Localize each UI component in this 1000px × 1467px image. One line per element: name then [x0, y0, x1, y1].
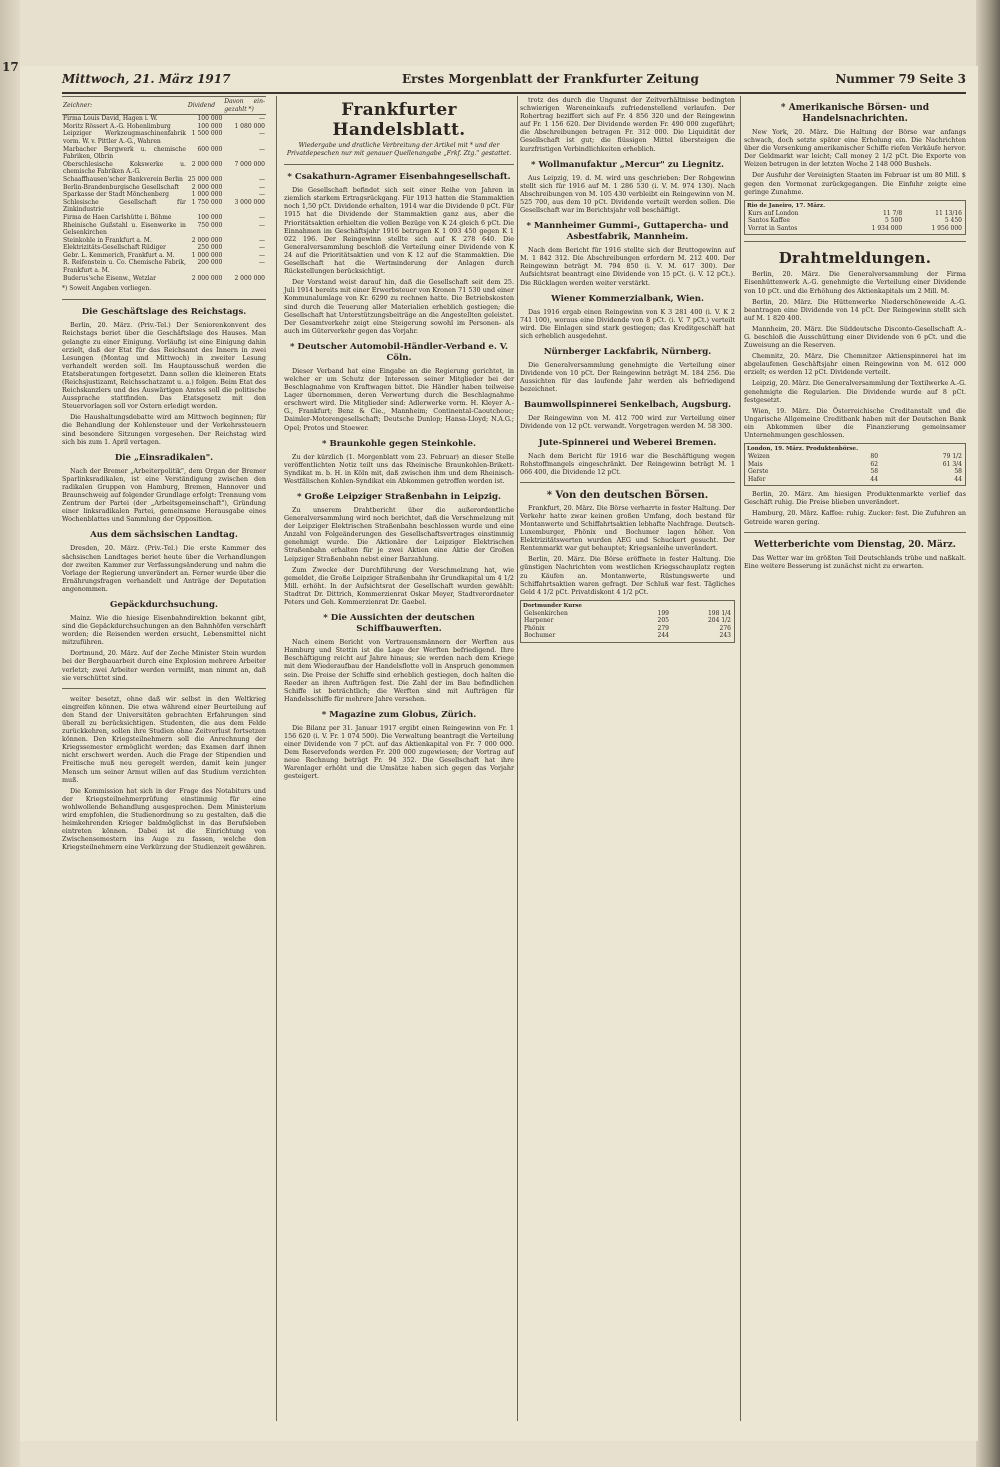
table-cell: Leipziger Werkzeugmaschinenfabrik vorm. W. v. Pittler A.-G., Wahren: [63, 130, 186, 145]
article-paragraph: Berlin, 20. März. (Priv.-Tel.) Der Seniorenkonvent des Reichstags beriet über die Geschäftslage des Hauses. Man gelangte zu einer Einigung. Vorläufig ist eine Einigung dahin erzielt, daß der Etat für das Reichsamt des Innern in zwei Lesungen (Montag und Mittwoch) in zweiter Lesung verhandelt werden soll. Im Hauptausschuß werden die Etatsberatungen fortgesetzt. Dann sollen die kleineren Etats (Reichsjustizamt, Reichsschatzamt u. a.) folgen. Beim Etat des Reichskanzlers und des Auswärtigen Amtes soll die politische Aussprache stattfinden. Das Etatsgesetz mit den Steuervorlagen soll vor Ostern erledigt werden.: [62, 321, 266, 411]
section-title: Frankfurter Handelsblatt.: [332, 100, 466, 140]
table-cell: Weizen: [748, 452, 770, 460]
article-heading: Gepäckdurchsuchung.: [110, 599, 218, 610]
subscription-table: [62, 96, 266, 282]
article-paragraph: Berlin, 20. März. Die Hüttenwerke Niederschöneweide A.-G. beantragen eine Dividende von 14 pCt. Der Reingewinn stellt sich auf M. 1 820 400.: [744, 297, 966, 322]
article-paragraph: Wien, 19. März. Die Österreichische Creditanstalt und die Ungarische Allgemeine Creditbank haben mit der Deutschen Bank ein Abkommen über die Finanzierung gemeinsamer Unternehmungen geschlossen.: [744, 406, 966, 440]
table-row: [747, 468, 963, 476]
table-row: [62, 184, 266, 192]
table-cell: 2 000 000: [234, 274, 265, 282]
article-heading: * Von den deutschen Börsen.: [546, 489, 709, 501]
article-paragraph: Nach dem Bericht für 1916 stellte sich der Bruttogewinn auf M. 1 842 312. Die Abschreibungen erfordern M. 212 400. Der Reingewinn beträgt M. 794 850 (i. V. M. 617 300). Der Aufsichtsrat beantragt eine Dividende von 15 pCt. (i. V. 12 pCt.). Die Rücklagen werden weiter verstärkt.: [520, 246, 735, 287]
table-cell: 750 000: [197, 221, 223, 229]
section-subtitle: Wiedergabe und dratliche Verbreitung der Artikel mit * und der Privatdepeschen nur mit genauer Quellenangabe „Frkf. Ztg." gestattet.: [286, 142, 512, 158]
table-row: [747, 225, 963, 233]
table-cell: 62: [870, 460, 879, 468]
table-row: [523, 625, 732, 633]
article-heading: * Csakathurn-Agramer Eisenbahngesellschaft.: [287, 172, 511, 183]
table-cell: 2 000 000: [191, 236, 223, 244]
divider: [284, 164, 514, 165]
article-paragraph: Berlin, 20. März. Die Börse eröffnete in fester Haltung. Die günstigen Nachrichten vom westlichen Kriegsschauplatz regten zu Käufen an. Montanwerte, Rüstungswerte und Schiffahrtsaktien waren gefragt. Der Schluß war fest. Tägliches Geld 4 1/2 pCt. Privatdiskont 4 1/2 pCt.: [520, 555, 735, 596]
table-header: Zeichner:: [62, 97, 187, 115]
table-cell: —: [259, 145, 265, 153]
table-cell: 200 000: [197, 259, 223, 267]
table-cell: —: [259, 130, 265, 138]
table-row: [62, 222, 266, 237]
divider: [520, 482, 735, 483]
masthead-title: Erstes Morgenblatt der Frankfurter Zeitung: [402, 72, 699, 86]
article-paragraph: Der Ausfuhr der Vereinigten Staaten im Februar ist um 80 Mill. $ gegen den Vormonat zurückgegangen. Die Einfuhr zeigte eine geringe Zunahme.: [744, 171, 966, 196]
table-cell: Rheinische Gußstahl u. Eisenwerke in Gelsenkirchen: [63, 221, 186, 237]
article-heading: Wetterberichte vom Dienstag, 20. März.: [754, 539, 956, 550]
table-row: [62, 199, 266, 214]
article-paragraph: Leipzig, 20. März. Die Generalversammlung der Textilwerke A.-G. genehmigte die Regularien. Die Dividende wurde auf 8 pCt. festgesetzt.: [744, 379, 966, 404]
article-heading: * Amerikanische Börsen- und Handelsnachrichten.: [780, 103, 930, 124]
article-heading: Aus dem sächsischen Landtag.: [90, 530, 238, 541]
table-row: [747, 476, 963, 484]
column-4: [744, 96, 966, 573]
table-cell: 1 500 000: [191, 130, 223, 138]
table-cell: 25 000 000: [187, 175, 223, 183]
article-paragraph: Der Reingewinn von M. 412 700 wird zur Verteilung einer Dividende von 12 pCt. verwandt. Vorgetragen werden M. 58 300.: [520, 414, 735, 431]
table-cell: Marbacher Bergwerk u. chemische Fabriken, Olbrin: [63, 145, 186, 161]
article-heading: * Wollmanufaktur „Mercur" zu Liegnitz.: [531, 159, 724, 170]
column-rule: [276, 96, 277, 1421]
table-cell: Kurs auf London: [748, 209, 799, 217]
table-cell: —: [259, 221, 265, 229]
table-cell: 276: [719, 624, 731, 632]
table-cell: —: [259, 175, 265, 183]
article-paragraph: Das 1916 ergab einen Reingewinn von K 3 281 400 (i. V. K 2 741 100), woraus eine Dividende von 8 pCt. (i. V. 7 pCt.) verteilt wird. Die Einlagen sind stark gestiegen; das Kreditgeschäft hat sich erheblich ausgedehnt.: [520, 307, 735, 340]
table-row: [62, 123, 266, 131]
table-cell: 58: [870, 468, 879, 476]
table-cell: Harpener: [524, 617, 554, 625]
article-paragraph: Berlin, 20. März. Am hiesigen Produktenmarkte verlief das Geschäft ruhig. Die Preise blieben unverändert.: [744, 490, 966, 507]
article-paragraph: Dortmund, 20. März. Auf der Zeche Minister Stein wurden bei der Bergbauarbeit durch eine Explosion mehrere Arbeiter verletzt; zwei Arbeiter werden vermißt, man nimmt an, daß sie verschüttet sind.: [62, 649, 266, 682]
table-cell: 58: [954, 468, 962, 476]
table-row: [62, 130, 266, 145]
article-paragraph: Zu unserem Drahtbericht über die außerordentliche Generalversammlung wird noch berichtet, daß die Verschmelzung mit der Leipziger Elektrischen Straßenbahn beschlossen wurde und eine Anzahl von Folgeänderungen des Gesellschaftsvertrages einstimmig genehmigt wurde. Die Aktionäre der Leipziger Elektrischen Straßenbahn erhalten für je zwei Aktien eine Aktie der Großen Leipziger Straßenbahn nebst einer Barzahlung.: [284, 506, 514, 563]
table-cell: Santos Kaffee: [748, 217, 790, 225]
article-paragraph: Hamburg, 20. März. Kaffee: ruhig. Zucker: fest. Die Zufuhren an Getreide waren gering.: [744, 509, 966, 526]
article-paragraph: weiter besetzt, ohne daß wir selbst in den Weltkrieg eingreifen können. Die etwa während einer Beurteilung auf den Stand der Universitäten gebrachten Erfahrungen sind überall zu berücksichtigen. Studenten, die aus dem Felde zurückkehren, sollen ihre Studien ohne Zeitverlust fortsetzen können. Den Kriegsteilnehmern soll die Anrechnung der Kriegssemester ermöglicht werden; das Examen darf ihnen nicht erschwert werden. Auch die Frage der Stipendien und Freitische muß neu geregelt werden, damit kein junger Mensch um seiner Armut willen auf das Studium verzichten muß.: [62, 694, 266, 784]
table-cell: Oberschlesische Kokswerke u. chemische Fabriken A.-G.: [63, 160, 186, 176]
table-cell: 600 000: [197, 145, 223, 153]
table-row: [62, 176, 266, 184]
article-paragraph: Die Haushaltungsdebatte wird am Mittwoch beginnen; für die Behandlung der Kohlensteuer und der Verkehrssteuern sind besondere Sitzungen vorgesehen. Der Reichstag wird sich bis zum 1. April vertagen.: [62, 413, 266, 446]
table-cell: 204 1/2: [707, 617, 731, 625]
table-cell: Steinkohle in Frankfurt a. M.: [63, 236, 152, 244]
article-paragraph: Berlin, 20. März. Die Generalversammlung der Firma Eisenhüttenwerk A.-G. genehmigte die Verteilung einer Dividende von 10 pCt. und die Erhöhung des Aktienkapitals um 2 Mill. M.: [744, 270, 966, 295]
divider: [744, 532, 966, 533]
table-cell: Schlesische Gesellschaft für Zinkindustrie: [63, 198, 186, 214]
article-paragraph: Dieser Verband hat eine Eingabe an die Regierung gerichtet, in welcher er um Schutz der Interessen seiner Mitglieder bei der Beschlagnahme von Kraftwagen bittet. Die Händler haben teilweise Lager übernommen, deren Verwertung durch die Beschlagnahme erschwert wird. Die Mitglieder sind: Adlerwerke vorm. H. Kleyer A.-G., Frankfurt; Benz & Cie., Mannheim; Continental-Caoutchouc; Daimler-Motorengesellschaft; Deutsche Dunlop; Hansa-Lloyd; N.A.G.; Opel; Protos und Stoewer.: [284, 366, 514, 432]
table-cell: 61 3/4: [942, 460, 962, 468]
article-paragraph: Nach dem Bericht für 1916 war die Beschäftigung wegen Rohstoffmangels eingeschränkt. Der Reingewinn beträgt M. 1 066 400, die Dividende 12 pCt.: [520, 451, 735, 476]
article-paragraph: Die Bilanz per 31. Januar 1917 ergibt einen Reingewinn von Fr. 1 156 620 (i. V. Fr. 1 074 500). Die Verwaltung beantragt die Verteilung einer Dividende von 7 pCt. auf das Aktienkapital von Fr. 7 000 000. Dem Reservefonds werden Fr. 200 000 zugewiesen; der Vortrag auf neue Rechnung beträgt Fr. 94 352. Die Gesellschaft hat ihre Warenlager erhöht und die Umsätze haben sich gegen das Vorjahr gesteigert.: [284, 723, 514, 781]
table-cell: Firma Louis David, Hagen i. W.: [63, 115, 158, 123]
column-rule: [740, 96, 741, 1421]
table-cell: 100 000: [197, 122, 223, 130]
table-cell: —: [259, 213, 265, 221]
table-cell: —: [259, 236, 265, 244]
table-row: [62, 191, 266, 199]
masthead-page-number: Nummer 79 Seite 3: [835, 72, 966, 86]
table-header: Dividend: [187, 97, 223, 115]
article-heading: * Die Aussichten der deutschen Schiffbauwerften.: [323, 613, 475, 635]
masthead: [62, 70, 966, 94]
table-cell: 2 000 000: [191, 274, 223, 282]
article-paragraph: Die Kommission hat sich in der Frage des Notabiturs und der Kriegsteilnehmerprüfung einstimmig für eine wohlwollende Behandlung ausgesprochen. Dem Ministerium wird empfohlen, die Studienordnung so zu gestalten, daß die heimkehrenden Krieger baldmöglichst in das Berufsleben eintreten können. Dabei ist die Einrichtung von Zwischensemestern ins Auge zu fassen, welche den Kriegsteilnehmern eine Verkürzung der Studienzeit gewähren.: [62, 786, 267, 852]
table-row: [747, 217, 963, 225]
table-cell: 11 13/16: [935, 209, 962, 217]
table-cell: 2 000 000: [191, 183, 223, 191]
article-paragraph: Die Generalversammlung genehmigte die Verteilung einer Dividende von 10 pCt. Der Reingewinn beträgt M. 184 256. Die Aussichten für das laufende Jahr werden als befriedigend bezeichnet.: [520, 360, 735, 394]
article-paragraph: Zu der kürzlich (1. Morgenblatt vom 23. Februar) an dieser Stelle veröffentlichten Notiz teilt uns das Rheinische Braunkohlen-Brikett-Syndikat m. b. H. in Köln mit, daß zwischen ihm und dem Rheinisch-Westfälischen Kohlen-Syndikat ein Abkommen getroffen worden ist.: [284, 452, 514, 485]
table-cell: —: [259, 244, 265, 252]
table-cell: Moritz Rössert A.-G. Hohenlimburg: [63, 122, 171, 130]
table-cell: 79 1/2: [942, 452, 962, 460]
article-paragraph: Dresden, 20. März. (Priv.-Tel.) Die erste Kammer des sächsischen Landtages beriet heute über die Verhandlungen der zweiten Kammer zur Verfassungsänderung und nahm die Vorlage der Regierung unverändert an. Ferner wurde über die Ernährungsfragen verhandelt und Anträge der Deputation angenommen.: [62, 544, 266, 593]
table-row: [62, 244, 266, 252]
column-3: [520, 96, 735, 647]
table-cell: —: [259, 183, 265, 191]
table-title: Rio de Janeiro, 17. März.: [747, 202, 826, 209]
table-cell: Berlin-Brandenburgische Gesellschaft: [63, 183, 179, 191]
table-cell: 44: [954, 475, 962, 483]
table-row: [523, 632, 732, 640]
article-heading: * Magazine zum Globus, Zürich.: [321, 709, 477, 720]
article-heading: Die „Einsradikalen".: [114, 452, 214, 463]
article-paragraph: Der Vorstand weist darauf hin, daß die Gesellschaft seit dem 25. Juli 1914 bereits mit einer Erwerbsteuer von Kronen 71 530 und einer Kommunalumlage von Kr. 6290 zu rechnen hatte. Die Betriebskosten sind durch die Teuerung aller Materialien erheblich gestiegen; die Gesellschaft hat Unterstützungsbeiträge an die Angestellten geleistet. Der Gesamtverkehr zeigt eine Steigerung sowohl im Personen- als auch im Güterverkehr gegen das Vorjahr.: [284, 278, 514, 335]
table-cell: Gelsenkirchen: [524, 609, 568, 617]
article-paragraph: Chemnitz, 20. März. Die Chemnitzer Aktienspinnerei hat im abgelaufenen Geschäftsjahr einen Reingewinn von M. 612 000 erzielt; es werden 12 pCt. Dividende verteilt.: [744, 352, 966, 377]
table-cell: Firma de Haen Carlshütte i. Böhme: [63, 213, 172, 221]
table-cell: 1 934 000: [871, 224, 903, 232]
table-cell: 1 000 000: [191, 191, 223, 199]
article-paragraph: Das Wetter war im größten Teil Deutschlands trübe und naßkalt. Eine weitere Besserung ist zunächst nicht zu erwarten.: [744, 553, 966, 570]
table-cell: Hafer: [748, 475, 766, 483]
table-cell: Mais: [748, 460, 763, 468]
article-paragraph: Mannheim, 20. März. Die Süddeutsche Disconto-Gesellschaft A.-G. beschloß die Ausschüttung einer Dividende von 6 pCt. und die Zuweisung an die Reserven.: [744, 324, 966, 350]
table-cell: 1 956 000: [931, 224, 962, 232]
table-cell: Gerste: [748, 468, 769, 476]
table-row: [62, 214, 266, 222]
article-heading: Nürnberger Lackfabrik, Nürnberg.: [543, 346, 712, 357]
article-heading: * Deutscher Automobil-Händler-Verband e. V. Cöln.: [290, 341, 508, 363]
table-cell: 11 7/8: [882, 209, 903, 217]
table-cell: Sparkasse der Stadt Mönchenberg: [63, 191, 170, 199]
table-title: London, 19. März. Produktenbörse.: [747, 446, 859, 453]
article-paragraph: Nach einem Bericht von Vertrauensmännern der Werften aus Hamburg und Stettin ist die Lage der Werften befriedigend. Ihre Beschäftigung reicht auf Jahre hinaus; sie werden nach dem Kriege mit dem Wiederaufbau der Handelsflotte voll in Anspruch genommen sein. Die Preise der Schiffe sind erheblich gestiegen, doch halten die Reeder an ihren Aufträgen fest. Die Zahl der im Bau befindlichen Schiffe ist beträchtlich; die Werften sind mit Aufträgen für Handelsschiffe für mehrere Jahre versehen.: [284, 638, 514, 703]
table-cell: 7 000 000: [234, 160, 265, 168]
article-paragraph: Aus Leipzig, 19. d. M. wird uns geschrieben: Der Rohgewinn stellt sich für 1916 auf M. 1 286 530 (i. V. M. 974 130). Nach Abschreibungen von M. 105 430 verbleibt ein Reingewinn von M. 525 700, aus dem 10 pCt. Dividende verteilt werden sollen. Die Gesellschaft war im Berichtsjahr voll beschäftigt.: [520, 173, 735, 215]
table-row: [62, 252, 266, 260]
table-cell: 243: [719, 632, 731, 640]
masthead-date: Mittwoch, 21. März 1917: [62, 72, 231, 86]
quote-table-box: [520, 600, 735, 643]
table-cell: —: [259, 251, 265, 259]
article-paragraph: Zum Zwecke der Durchführung der Verschmelzung hat, wie gemeldet, die Große Leipziger Straßenbahn ihr Grundkapital um 4 1/2 Mill. erhöht. In der Aufsichtsrat der Gesellschaft wurden gewählt: Stadtrat Dr. Dittrich, Kommerzienrat Oskar Meyer, Stadtverordneter Peters und Geh. Kommerzienrat Dr. Gaebel.: [284, 565, 514, 607]
article-heading: * Große Leipziger Straßenbahn in Leipzig.: [296, 492, 501, 502]
table-cell: —: [259, 115, 265, 123]
article-heading: Die Geschäftslage des Reichstags.: [81, 307, 247, 318]
table-cell: Buderus'sche Eisenw., Wetzlar: [63, 274, 156, 282]
quote-table: [747, 453, 963, 483]
table-body: [62, 115, 266, 283]
table-cell: 5 500: [884, 217, 903, 225]
quote-table-box: [744, 443, 966, 486]
article-paragraph: Mainz. Wie die hiesige Eisenbahndirektion bekannt gibt, sind die Gepäckdurchsuchungen an den Bahnhöfen verschärft worden; die Reisenden werden ersucht, Lebensmittel nicht mitzuführen.: [62, 613, 266, 647]
article-paragraph: Frankfurt, 20. März. Die Börse verharrte in fester Haltung. Der Verkehr hatte zwar keinen großen Umfang, doch bestand für Montanwerte und Schiffahrtsaktien lebhafte Nachfrage. Deutsch-Luxemburger, Phönix und Bochumer lagen höher. Von Elektrizitätswerten wurden AEG und Schuckert gesucht. Der Rentenmarkt war gut behauptet; Kriegsanleihe unverändert.: [520, 503, 735, 553]
table-row: [523, 617, 732, 625]
table-row: [62, 146, 266, 161]
table-cell: —: [259, 191, 265, 199]
table-row: [62, 161, 266, 176]
divider: [62, 688, 266, 689]
table-cell: Bochumer: [524, 632, 556, 640]
table-cell: 250 000: [197, 244, 223, 252]
article-paragraph: trotz des durch die Ungunst der Zeitverhältnisse bedingten schwierigen Wareneinkaufs zufriedenstellend verlaufen. Der Rohertrag beziffert sich auf Fr. 4 856 320 und der Reingewinn auf Fr. 1 156 620. Der Dividende werden Fr. 490 000 zugeführt; die Abschreibungen betragen Fr. 312 000. Die Liquidität der Gesellschaft ist gut; die flüssigen Mittel übersteigen die kurzfristigen Verbindlichkeiten erheblich.: [520, 96, 735, 153]
article-heading: * Mannheimer Gummi-, Guttapercha- und Asbestfabrik, Mannheim.: [526, 221, 729, 243]
page-binding-right: [976, 0, 1000, 1467]
table-cell: 1 080 000: [234, 122, 265, 130]
table-row: [62, 115, 266, 123]
article-paragraph: Die Gesellschaft befindet sich seit einer Reihe von Jahren in ziemlich starkem Ertragsrückgang. Für 1913 hatten die Stammaktien noch 1,50 pCt. Dividende erhalten, 1914 war die Dividende 0 pCt. Für 1915 hat die Dividende der Stammaktien ganz aus, aber die Prioritätsaktien erhielten die vollen Bezüge von K 24 gleich 6 pCt. Die Einnahmen im Geschäftsjahr 1916 betrugen K 1 093 450 gegen K 1 022 196. Der Reingewinn stellte sich auf K 278 640. Die Generalversammlung beschloß die Verteilung einer Dividende von K 24 auf die Prioritätsaktien und von K 12 auf die Stammaktien. Die Gesellschaft hat die Wertminderung der Anlagen durch Rückstellungen berücksichtigt.: [284, 186, 514, 276]
article-paragraph: New York, 20. März. Die Haltung der Börse war anfangs schwach, doch setzte später eine Erholung ein. Die Nachrichten über die Versenkung amerikanischer Schiffe riefen Verkäufe hervor. Der Geldmarkt war leicht; Call money 2 1/2 pCt. Die Exporte von Weizen betrugen in der letzten Woche 2 148 000 Bushels.: [744, 128, 966, 169]
table-cell: 244: [657, 632, 669, 640]
table-row: [747, 461, 963, 469]
table-cell: —: [259, 259, 265, 267]
page-edge-number: 17: [2, 60, 19, 74]
table-row: [62, 275, 266, 283]
table-row: [747, 210, 963, 218]
table-cell: 205: [657, 617, 669, 625]
column-rule: [517, 96, 518, 1421]
table-cell: 100 000: [197, 213, 223, 221]
table-cell: Vorrat in Santos: [748, 224, 798, 232]
column-1: [62, 96, 266, 855]
table-row: [523, 610, 732, 618]
table-cell: 1 750 000: [191, 198, 223, 206]
table-cell: 198 1/4: [707, 609, 731, 617]
table-cell: Phönix: [524, 624, 545, 632]
quote-table-box: [744, 200, 966, 236]
table-cell: Schaaffhausen'scher Bankverein Berlin: [63, 175, 183, 183]
divider: [62, 299, 266, 300]
article-heading: Wiener Kommerzialbank, Wien.: [551, 293, 704, 304]
table-cell: 3 000 000: [234, 198, 265, 206]
table-cell: R. Reifenstein u. Co. Chemische Fabrik, Frankfurt a. M.: [63, 259, 186, 275]
table-row: [62, 259, 266, 274]
table-row: [62, 237, 266, 245]
quote-table: [523, 610, 732, 640]
section-title: Drahtmeldungen.: [778, 249, 932, 268]
table-title: Dortmunder Kurse: [523, 602, 582, 609]
article-heading: Jute-Spinnerei und Weberei Bremen.: [538, 437, 717, 448]
page-binding-left: [0, 0, 20, 1467]
table-cell: 5 450: [944, 217, 962, 225]
table-row: [747, 453, 963, 461]
table-cell: 199: [657, 609, 669, 617]
table-cell: 1 000 000: [191, 251, 223, 259]
quote-table: [747, 210, 963, 233]
table-header: Davon ein-gezahlt *): [223, 97, 266, 115]
divider: [744, 241, 966, 242]
table-cell: 279: [657, 624, 669, 632]
column-2: [284, 96, 514, 784]
table-note: *) Soweit Angaben vorliegen.: [62, 285, 152, 293]
article-heading: Baumwollspinnerei Senkelbach, Augsburg.: [523, 400, 732, 411]
table-cell: 100 000: [197, 115, 223, 123]
article-heading: * Braunkohle gegen Steinkohle.: [321, 438, 476, 449]
table-cell: 44: [870, 475, 879, 483]
article-paragraph: Nach der Bremer „Arbeiterpolitik", dem Organ der Bremer Sparlinksradikalen, ist eine Verständigung zwischen den radikalen Gruppen von Hamburg, Bremen, Hannover und Braunschweig auf folgender Grundlage erfolgt: Trennung vom Zentrum der Partei (der „Arbeitsgemeinschaft"), Gründung einer linksradikalen Partei, gemeinsame Herausgabe eines Wochenblattes und Sammlung der Opposition.: [62, 466, 266, 524]
table-cell: 2 000 000: [191, 160, 223, 168]
table-cell: Gebr. L. Kemmerich, Frankfurt a. M.: [63, 251, 175, 259]
table-cell: Elektrizitäts-Gesellschaft Rüdiger: [63, 244, 166, 252]
table-cell: 80: [870, 452, 879, 460]
